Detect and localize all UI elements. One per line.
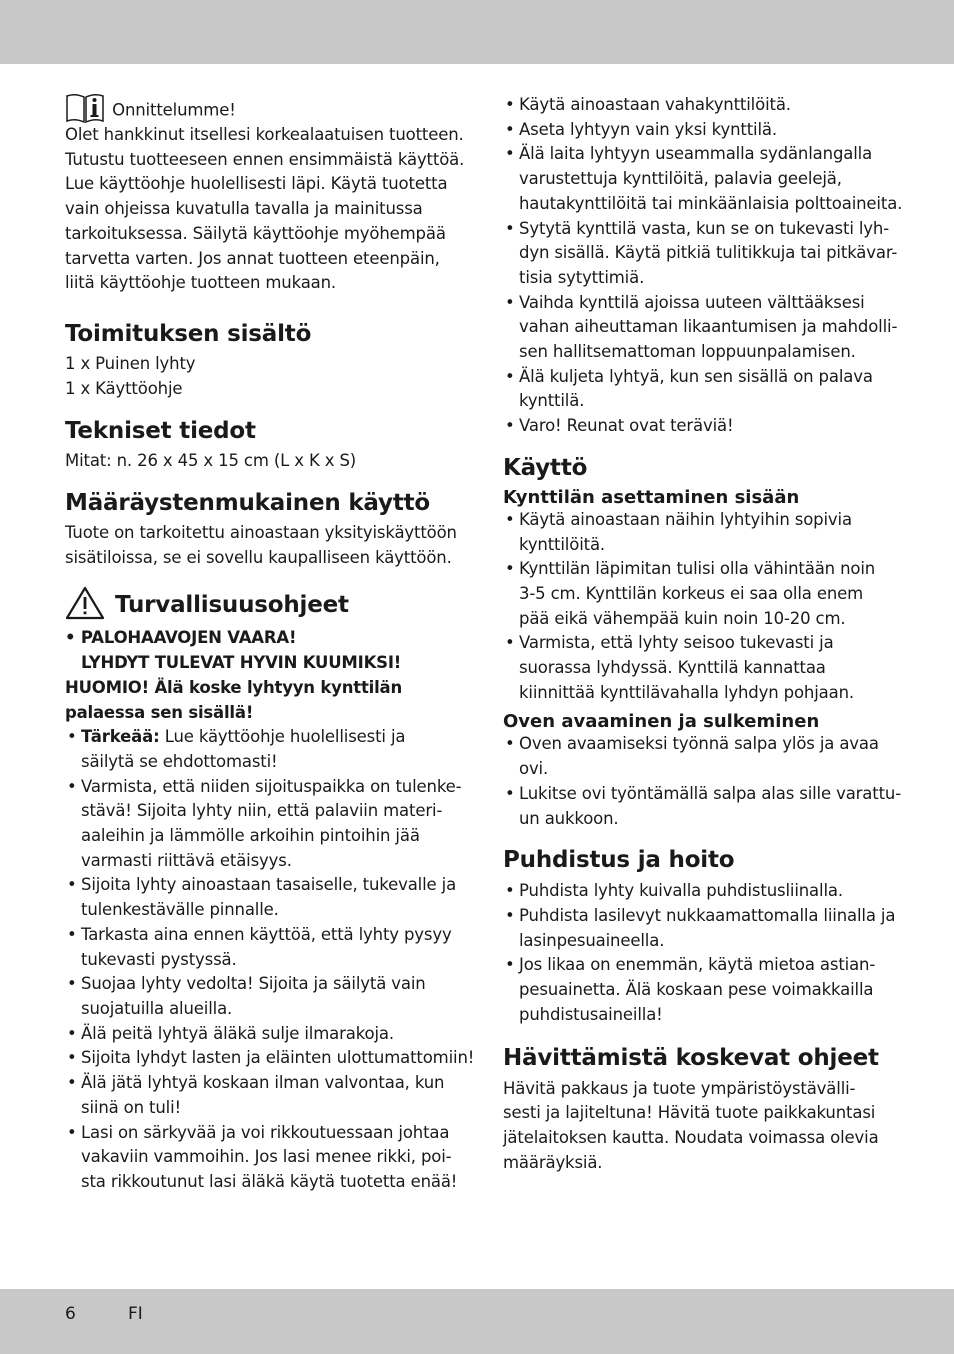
tech-dimensions: Mitat: n. 26 x 45 x 15 cm (L x K x S) (65, 451, 357, 471)
disposal-line: sesti ja lajiteltuna! Hävitä tuote paikkakuntasi (503, 1103, 876, 1123)
warning-block (65, 626, 457, 725)
list-item-line: 3-5 cm. Kynttilän korkeus ei saa olla enem (519, 583, 864, 603)
list-item (65, 725, 457, 774)
list-item (503, 508, 895, 557)
warning-line: LYHDYT TULEVAT HYVIN KUUMIKSI! (81, 653, 402, 673)
list-item-line: • Älä peitä lyhtyä äläkä sulje ilmarakoja. (81, 1023, 394, 1043)
list-item-line: varustettuja kynttilöitä, palavia geelejä, (519, 169, 842, 189)
list-item-line: • Sijoita lyhdyt lasten ja eläinten ulottumattomiin! (81, 1048, 475, 1068)
list-item-line: • Puhdista lyhty kuivalla puhdistusliinalla. (519, 881, 843, 901)
list-item-line: • Suojaa lyhty vedolta! Sijoita ja säilytä vain (81, 974, 426, 994)
cleaning-list (503, 879, 895, 1027)
list-item-line: kynttilä. (519, 391, 585, 411)
list-item (65, 1121, 457, 1195)
footer-bar (0, 1289, 954, 1354)
list-item-line: • Varo! Reunat ovat teräviä! (519, 416, 734, 436)
list-item-line: • Kynttilän läpimitan tulisi olla vähintään noin (519, 559, 876, 579)
list-item-line: kiinnittää kynttilävahalla lyhdyn pohjaan. (519, 682, 854, 702)
list-item-line: sen hallitsemattoman loppuunpalamisen. (519, 342, 856, 362)
list-item (65, 775, 462, 874)
disposal-heading: Hävittämistä koskevat ohjeet (503, 1044, 879, 1071)
list-item-line: suorassa lyhdyssä. Kynttilä kannattaa (519, 658, 826, 678)
usage-door-list (503, 732, 902, 831)
intro-line: Olet hankkinut itsellesi korkealaatuisen tuotteen. (65, 125, 464, 144)
intro-line: liitä käyttöohje tuotteen mukaan. (65, 273, 337, 293)
list-item-line: • Käytä ainoastaan näihin lyhtyihin sopivia (519, 509, 852, 529)
list-item-line: tisia sytyttimiä. (519, 267, 645, 287)
disposal-line: jätelaitoksen kautta. Noudata voimassa olevia (503, 1127, 879, 1147)
contents-item: 1 x Käyttöohje (65, 378, 183, 398)
cleaning-heading: Puhdistus ja hoito (503, 847, 735, 874)
intro-line: tarvetta varten. Jos annat tuotteen eteenpäin, (65, 248, 440, 268)
intro-line: vain ohjeissa kuvatulla tavalla ja mainitussa (65, 199, 423, 219)
list-item-line: ovi. (519, 759, 549, 779)
list-item-line: • Aseta lyhtyyn vain yksi kynttilä. (519, 119, 777, 139)
list-item (503, 414, 895, 439)
list-item-line: dyn sisällä. Käytä pitkiä tulitikkuja tai pitkävar- (519, 243, 898, 263)
intro-line: Lue käyttöohje huolellisesti läpi. Käytä tuotetta (65, 174, 448, 194)
list-item-line: • Käytä ainoastaan vahakynttilöitä. (519, 95, 791, 114)
warning-line: • PALOHAAVOJEN VAARA! (65, 628, 297, 648)
list-item-line: pesuainetta. Älä koskaan pese voimakkailla (519, 980, 874, 1000)
intended-use-section (65, 490, 457, 570)
cleaning-section (503, 847, 895, 1027)
list-item-line: • Tarkasta aina ennen käyttöä, että lyhty pysyy (81, 924, 452, 944)
list-item (503, 953, 895, 1027)
page-number: 6 (65, 1304, 76, 1324)
list-item-line: • Varmista, että lyhty seisoo tukevasti ja (519, 633, 834, 653)
safety-section (65, 585, 475, 1194)
list-item (65, 873, 457, 922)
intro-line: Tutustu tuotteeseen ennen ensimmäistä käyttöä. (65, 149, 465, 169)
tech-section (65, 418, 457, 474)
list-item (503, 93, 895, 118)
list-item-line: stävä! Sijoita lyhty niin, että palaviin materi- (81, 801, 443, 821)
list-item-line: • Puhdista lasilevyt nukkaamattomalla liinalla ja (519, 905, 896, 925)
list-item-line: • Älä kuljeta lyhtyä, kun sen sisällä on palava (519, 366, 873, 386)
list-item-line: varmasti riittävä etäisyys. (81, 850, 292, 870)
list-item-line: pää eikä vähempää kuin noin 10-20 cm. (519, 608, 846, 628)
list-item (503, 879, 895, 904)
list-item (503, 904, 895, 953)
list-item (503, 217, 898, 291)
contents-section (65, 321, 457, 401)
list-item-line: vahan aiheuttaman likaantumisen ja mahdolli- (519, 317, 898, 337)
list-item-line: hautakynttilöitä tai minkäänlaisia polttoaineita. (519, 193, 903, 213)
list-item-line: • Jos likaa on enemmän, käytä mietoa astian- (519, 955, 876, 975)
list-item-line: kynttilöitä. (519, 534, 606, 554)
list-item (503, 631, 895, 705)
intro-title: Onnittelumme! (112, 100, 236, 120)
usage-heading: Käyttö (503, 454, 588, 481)
list-item (65, 1046, 475, 1071)
list-item-line: lasinpesuaineella. (519, 930, 665, 950)
safety-heading: Turvallisuusohjeet (115, 592, 349, 619)
list-item (65, 1071, 457, 1120)
list-item-line: tulenkestävälle pinnalle. (81, 900, 279, 920)
usage-insert-list (503, 508, 895, 706)
list-item (503, 365, 895, 414)
list-item (503, 118, 895, 143)
list-item (503, 291, 898, 365)
contents-heading: Toimituksen sisältö (65, 320, 312, 347)
list-item-line: un aukkoon. (519, 808, 619, 828)
warning-line: palaessa sen sisällä! (65, 702, 254, 722)
intended-use-line: Tuote on tarkoitettu ainoastaan yksityiskäyttöön (65, 523, 457, 543)
disposal-line: Hävitä pakkaus ja tuote ympäristöystävälli- (503, 1078, 856, 1098)
list-item-line: • Sijoita lyhty ainoastaan tasaiselle, tukevalle ja (81, 875, 457, 895)
list-item-line: • Lasi on särkyvää ja voi rikkoutuessaan johtaa (81, 1122, 450, 1142)
important-text: säilytä se ehdottomasti! (81, 751, 278, 771)
important-label: Tärkeää: (81, 727, 160, 747)
intro-section (65, 93, 465, 296)
list-item-line: suojatuilla alueilla. (81, 998, 233, 1018)
usage-subheading-door: Oven avaaminen ja sulkeminen (503, 711, 820, 733)
disposal-section (503, 1045, 895, 1176)
contents-item: 1 x Puinen lyhty (65, 353, 196, 373)
intended-use-line: sisätiloissa, se ei sovellu kaupalliseen käyttöön. (65, 547, 452, 567)
disposal-line: määräyksiä. (503, 1152, 603, 1172)
list-item-line: • Älä laita lyhtyyn useammalla sydänlangalla (519, 144, 873, 164)
list-item (65, 1022, 457, 1047)
warning-line: HUOMIO! Älä koske lyhtyyn kynttilän (65, 677, 403, 697)
intro-line: tarkoituksessa. Säilytä käyttöohje myöhempää (65, 223, 446, 243)
tech-heading: Tekniset tiedot (65, 418, 256, 445)
list-item (503, 142, 903, 216)
list-item-line: • Lukitse ovi työntämällä salpa alas sille varattu- (519, 783, 902, 803)
list-item-line: puhdistusaineilla! (519, 1004, 663, 1024)
list-item-line: aaleihin ja lämmölle arkoihin pintoihin jää (81, 826, 420, 846)
list-item (503, 557, 895, 631)
list-item-line: siinä on tuli! (81, 1097, 181, 1117)
usage-section (503, 454, 902, 831)
intended-use-heading: Määräystenmukainen käyttö (65, 490, 431, 517)
list-item (65, 923, 457, 972)
list-item-line: vakaviin vammoihin. Jos lasi menee rikki, poi- (81, 1147, 452, 1167)
safety-list-right (503, 93, 903, 439)
header-bar (0, 0, 954, 64)
safety-list-left (65, 725, 457, 774)
right-column (503, 93, 903, 1175)
usage-subheading-insert: Kynttilän asettaminen sisään (503, 486, 800, 508)
list-item (503, 732, 895, 781)
list-item-line: • Sytytä kynttilä vasta, kun se on tukevasti lyh- (519, 218, 890, 238)
left-column (65, 93, 475, 1195)
list-item-line: • Oven avaamiseksi työnnä salpa ylös ja avaa (519, 734, 879, 754)
safety-list-left-items (65, 775, 475, 1195)
list-item (503, 782, 902, 831)
list-item-line: • Varmista, että niiden sijoituspaikka on tulenke- (81, 776, 462, 796)
language-code: FI (128, 1304, 143, 1324)
info-icon (65, 100, 112, 119)
important-text: Lue käyttöohje huolellisesti ja (159, 727, 406, 747)
list-item-line: sta rikkoutunut lasi äläkä käytä tuotetta enää! (81, 1171, 458, 1191)
list-item-line: • Älä jätä lyhtyä koskaan ilman valvontaa, kun (81, 1073, 445, 1093)
list-item-line: • Vaihda kynttilä ajoissa uuteen välttääksesi (519, 292, 865, 312)
list-item (65, 972, 457, 1021)
warning-triangle-icon (65, 585, 105, 625)
list-item-line: tukevasti pystyssä. (81, 949, 237, 969)
